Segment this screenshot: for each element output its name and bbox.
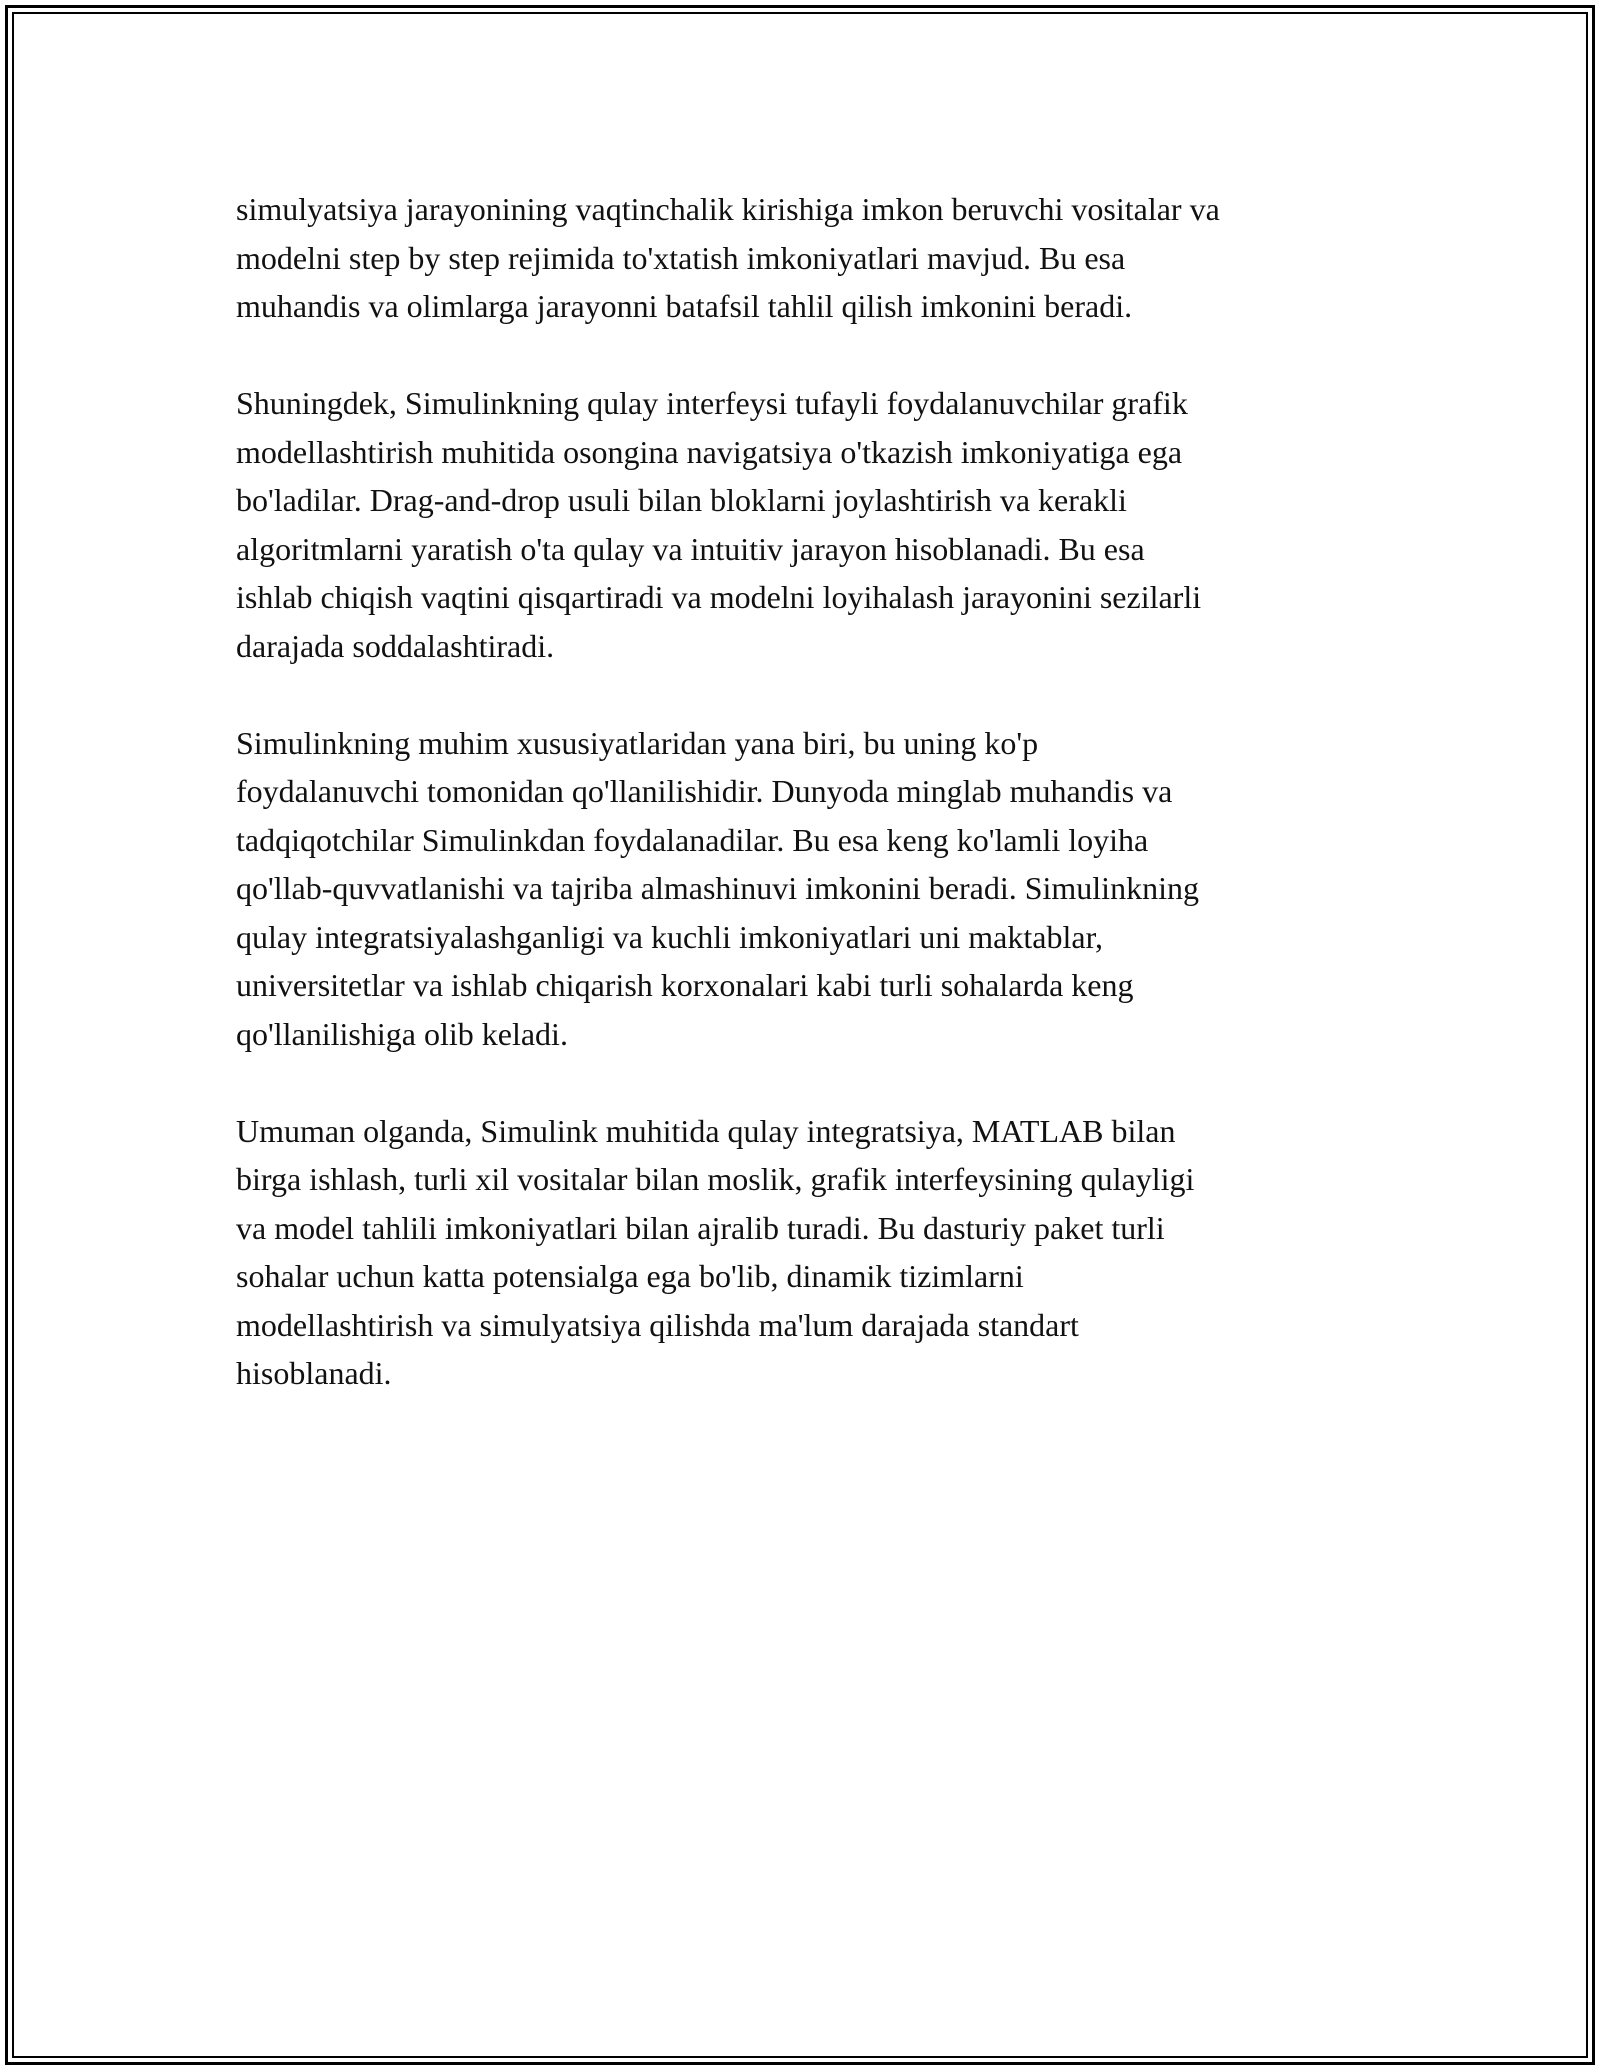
paragraph-4: Umuman olganda, Simulink muhitida qulay integratsiya, MATLAB bilan birga ishlash, turli xil vositalar bilan moslik, grafik interfeysining qulayligi va model tahlili imkoniyatlari bilan ajralib turadi. Bu dasturiy paket turli sohalar uchun katta potensialga ega bo'lib, dinamik tizimlarni modellashtirish va simulyatsiya qilishda ma'lum darajada standart hisoblanadi. bbox=[236, 1112, 1195, 1391]
paragraph-3: Simulinkning muhim xususiyatlaridan yana biri, bu uning ko'p foydalanuvchi tomonidan qo'llanilishidir. Dunyoda minglab muhandis va tadqiqotchilar Simulinkdan foydalanadilar. Bu esa keng ko'lamli loyiha qo'llab-quvvatlanishi va tajriba almashinuvi imkonini beradi. Simulinkning qulay integratsiyalashganligi va kuchli imkoniyatlari uni maktablar, universitetlar va ishlab chiqarish korxonalari kabi turli sohalarda keng qo'llanilishiga olib keladi. bbox=[236, 724, 1199, 1052]
paragraph-1: simulyatsiya jarayonining vaqtinchalik kirishiga imkon beruvchi vositalar va modelni step by step rejimida to'xtatish imkoniyatlari mavjud. Bu esa muhandis va olimlarga jarayonni batafsil tahlil qilish imkonini beradi. bbox=[236, 191, 1220, 324]
page-body bbox=[236, 185, 1376, 1446]
paragraph-2: Shuningdek, Simulinkning qulay interfeysi tufayli foydalanuvchilar grafik modellashtirish muhitida osongina navigatsiya o'tkazish imkoniyatiga ega bo'ladilar. Drag-and-drop usuli bilan bloklarni joylashtirish va kerakli algoritmlarni yaratish o'ta qulay va intuitiv jarayon hisoblanadi. Bu esa ishlab chiqish vaqtini qisqartiradi va modelni loyihalash jarayonini sezilarli darajada soddalashtiradi. bbox=[236, 385, 1202, 664]
